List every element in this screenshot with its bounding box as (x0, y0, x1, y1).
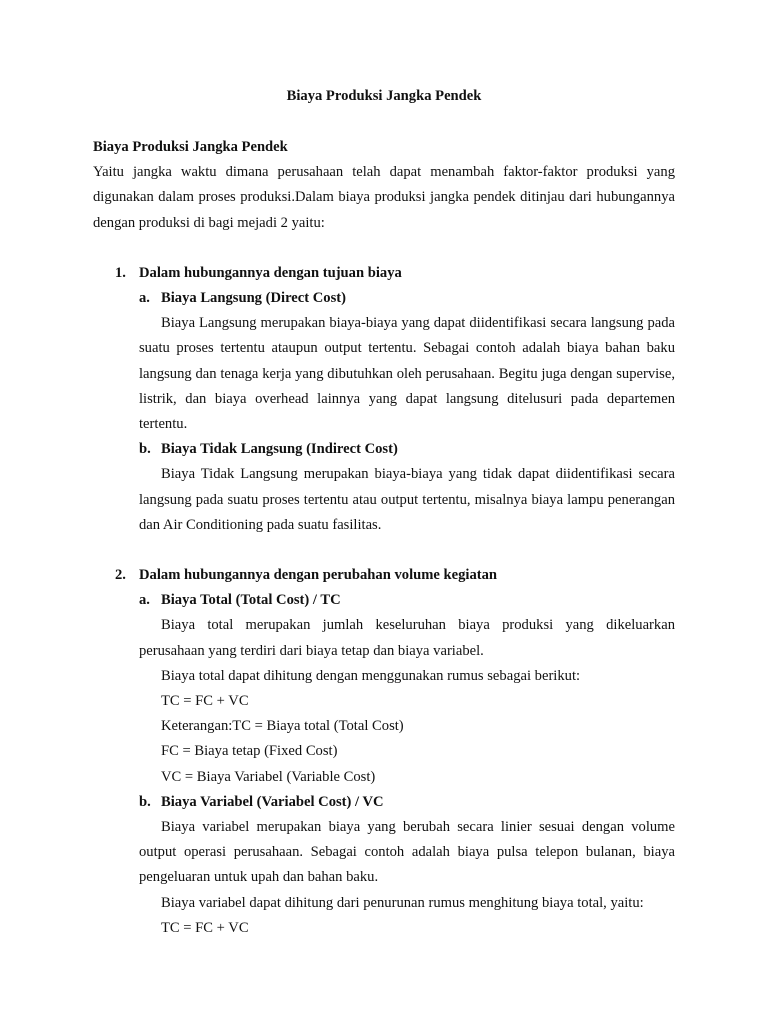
intro-paragraph: Yaitu jangka waktu dimana perusahaan telah dapat menambah faktor-faktor produksi yang digunakan dalam proses produksi.Dalam biaya produksi jangka pendek ditinjau dari hubungannya dengan produksi di bagi mejadi 2 yaitu: (93, 164, 675, 231)
formula-line: FC = Biaya tetap (Fixed Cost) (161, 743, 338, 760)
sublist-heading: Biaya Langsung (Direct Cost) (161, 290, 346, 307)
sublist-letter: a. (139, 290, 150, 307)
list-item-2 (93, 563, 675, 588)
sublist-item-1b (93, 437, 675, 462)
sublist-heading: Biaya Total (Total Cost) / TC (161, 592, 341, 609)
formula-line: TC = FC + VC (161, 693, 249, 710)
list-number: 1. (115, 264, 126, 281)
sublist-heading: Biaya Variabel (Variabel Cost) / VC (161, 793, 384, 810)
sublist-letter: b. (139, 793, 151, 810)
list-heading: Dalam hubungannya dengan perubahan volume kegiatan (139, 567, 498, 584)
sublist-paragraph: Biaya total merupakan jumlah keseluruhan biaya produksi yang dikeluarkan perusahaan yang terdiri dari biaya tetap dan biaya variabel. (139, 617, 675, 659)
list-number: 2. (115, 567, 126, 584)
formula-line: VC = Biaya Variabel (Variable Cost) (161, 768, 376, 785)
document-body (93, 135, 675, 941)
section-heading: Biaya Produksi Jangka Pendek (93, 139, 288, 155)
formula-line: Keterangan:TC = Biaya total (Total Cost) (161, 718, 404, 735)
sublist-item-2a (93, 588, 675, 613)
sublist-heading: Biaya Tidak Langsung (Indirect Cost) (161, 441, 398, 458)
sublist-letter: a. (139, 592, 150, 609)
sublist-paragraph: Biaya Langsung merupakan biaya-biaya yang dapat diidentifikasi secara langsung pada suatu proses tertentu ataupun output tertentu. Sebagai contoh adalah biaya bahan baku langsung dan tenaga kerja yang dibutuhkan oleh perusahaan. Begitu juga dengan supervise, listrik, dan biaya overhead lainnya yang dapat langsung ditelusuri pada departemen tertentu. (139, 315, 675, 433)
list-item-1 (93, 261, 675, 286)
formula-line: Biaya total dapat dihitung dengan menggunakan rumus sebagai berikut: (161, 667, 581, 684)
sublist-item-1a (93, 286, 675, 311)
formula-line: TC = FC + VC (161, 919, 249, 936)
list-heading: Dalam hubungannya dengan tujuan biaya (139, 264, 402, 281)
sublist-item-2b (93, 790, 675, 815)
sublist-letter: b. (139, 441, 151, 458)
formula-line: Biaya variabel dapat dihitung dari penurunan rumus menghitung biaya total, yaitu: (161, 894, 644, 911)
sublist-paragraph: Biaya variabel merupakan biaya yang berubah secara linier sesuai dengan volume output operasi perusahaan. Sebagai contoh adalah biaya pulsa telepon bulanan, biaya pengeluaran untuk upah dan bahan baku. (139, 819, 675, 886)
spacer (93, 538, 675, 563)
document-title: Biaya Produksi Jangka Pendek (286, 88, 482, 104)
spacer (93, 236, 675, 261)
sublist-paragraph: Biaya Tidak Langsung merupakan biaya-biaya yang tidak dapat diidentifikasi secara langsung pada suatu proses tertentu atau output tertentu, misalnya biaya lampu penerangan dan Air Conditioning pada suatu fasilitas. (139, 466, 675, 533)
